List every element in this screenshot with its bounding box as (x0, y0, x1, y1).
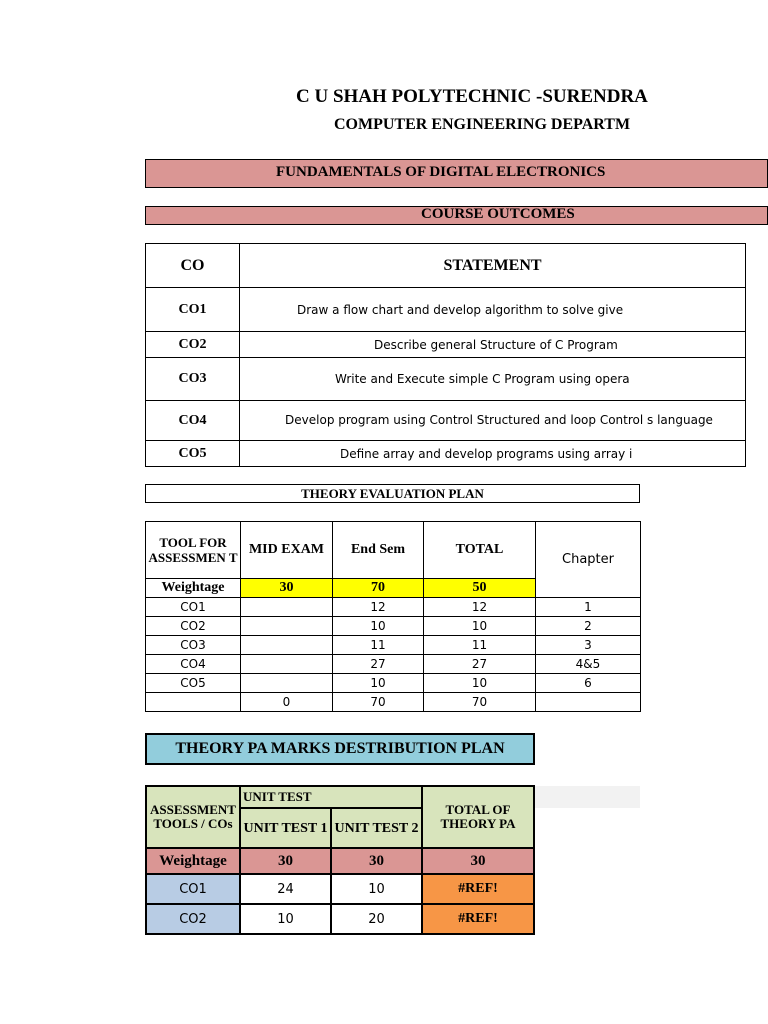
table-row (146, 598, 641, 617)
weightage-total: 50 (424, 579, 536, 598)
co-label: CO2 (146, 332, 240, 358)
co-header: CO (146, 244, 240, 288)
co-label: CO1 (146, 288, 240, 332)
weightage-label: Weightage (146, 848, 240, 874)
co-cell: CO5 (146, 674, 241, 693)
weightage-ut1: 30 (240, 848, 331, 874)
pa-distribution-table (145, 785, 535, 935)
co-statement: Describe general Structure of C Program (240, 332, 746, 358)
weightage-label: Weightage (146, 579, 241, 598)
theory-evaluation-heading: THEORY EVALUATION PLAN (145, 484, 640, 503)
total-cell: 10 (424, 674, 536, 693)
ut1-cell: 24 (240, 874, 331, 904)
co-label: CO4 (146, 401, 240, 441)
co-statement: Develop program using Control Structured and loop Control s language (240, 401, 746, 441)
theory-evaluation-table (145, 521, 641, 712)
co-cell: CO4 (146, 655, 241, 674)
institute-title: C U SHAH POLYTECHNIC -SURENDRA (296, 86, 648, 107)
end-sem-header: End Sem (333, 522, 424, 579)
total-cell: #REF! (422, 874, 534, 904)
co-label: CO3 (146, 358, 240, 401)
chapter-cell (536, 693, 641, 712)
total-pa-header: TOTAL OF THEORY PA (422, 786, 534, 848)
end-cell: 12 (333, 598, 424, 617)
course-outcomes-table (145, 243, 746, 467)
mid-cell: 0 (241, 693, 333, 712)
total-cell: 27 (424, 655, 536, 674)
co-statement: Define array and develop programs using array i (240, 441, 746, 467)
co-cell: CO1 (146, 874, 240, 904)
total-cell: 11 (424, 636, 536, 655)
course-outcomes-heading: COURSE OUTCOMES (421, 206, 575, 222)
chapter-cell: 4&5 (536, 655, 641, 674)
chapter-cell: 2 (536, 617, 641, 636)
weightage-end: 70 (333, 579, 424, 598)
mid-exam-header: MID EXAM (241, 522, 333, 579)
mid-cell (241, 636, 333, 655)
grey-strip (535, 786, 640, 808)
table-row (146, 655, 641, 674)
table-row-totals (146, 693, 641, 712)
table-row (146, 636, 641, 655)
mid-cell (241, 617, 333, 636)
chapter-cell: 6 (536, 674, 641, 693)
course-title: FUNDAMENTALS OF DIGITAL ELECTRONICS (276, 164, 606, 180)
total-header: TOTAL (424, 522, 536, 579)
table-row (146, 617, 641, 636)
mid-cell (241, 674, 333, 693)
end-cell: 10 (333, 674, 424, 693)
co-cell: CO2 (146, 904, 240, 934)
weightage-total: 30 (422, 848, 534, 874)
mid-cell (241, 598, 333, 617)
pa-plan-heading: THEORY PA MARKS DESTRIBUTION PLAN (145, 733, 535, 765)
total-cell: 10 (424, 617, 536, 636)
assessment-tools-header: ASSESSMENT TOOLS / COs (146, 786, 240, 848)
ut2-cell: 10 (331, 874, 422, 904)
weightage-ut2: 30 (331, 848, 422, 874)
table-row (146, 904, 534, 934)
end-cell: 10 (333, 617, 424, 636)
ut2-cell: 20 (331, 904, 422, 934)
end-cell: 11 (333, 636, 424, 655)
total-cell: #REF! (422, 904, 534, 934)
table-row (146, 674, 641, 693)
chapter-cell: 1 (536, 598, 641, 617)
tool-header: TOOL FOR ASSESSMEN T (146, 522, 241, 579)
end-cell: 70 (333, 693, 424, 712)
table-row (146, 874, 534, 904)
mid-cell (241, 655, 333, 674)
total-cell: 12 (424, 598, 536, 617)
co-statement: Draw a flow chart and develop algorithm to solve give (240, 288, 746, 332)
co-statement: Write and Execute simple C Program using opera (240, 358, 746, 401)
chapter-cell: 3 (536, 636, 641, 655)
statement-header: STATEMENT (240, 244, 746, 288)
end-cell: 27 (333, 655, 424, 674)
weightage-mid: 30 (241, 579, 333, 598)
co-cell: CO3 (146, 636, 241, 655)
unit-test-2-header: UNIT TEST 2 (331, 808, 422, 848)
co-cell: CO2 (146, 617, 241, 636)
ut1-cell: 10 (240, 904, 331, 934)
chapter-header: Chapter (536, 522, 641, 598)
co-cell (146, 693, 241, 712)
unit-test-1-header: UNIT TEST 1 (240, 808, 331, 848)
department-title: COMPUTER ENGINEERING DEPARTM (334, 116, 631, 133)
co-cell: CO1 (146, 598, 241, 617)
co-label: CO5 (146, 441, 240, 467)
total-cell: 70 (424, 693, 536, 712)
unit-test-header: UNIT TEST (240, 786, 422, 808)
